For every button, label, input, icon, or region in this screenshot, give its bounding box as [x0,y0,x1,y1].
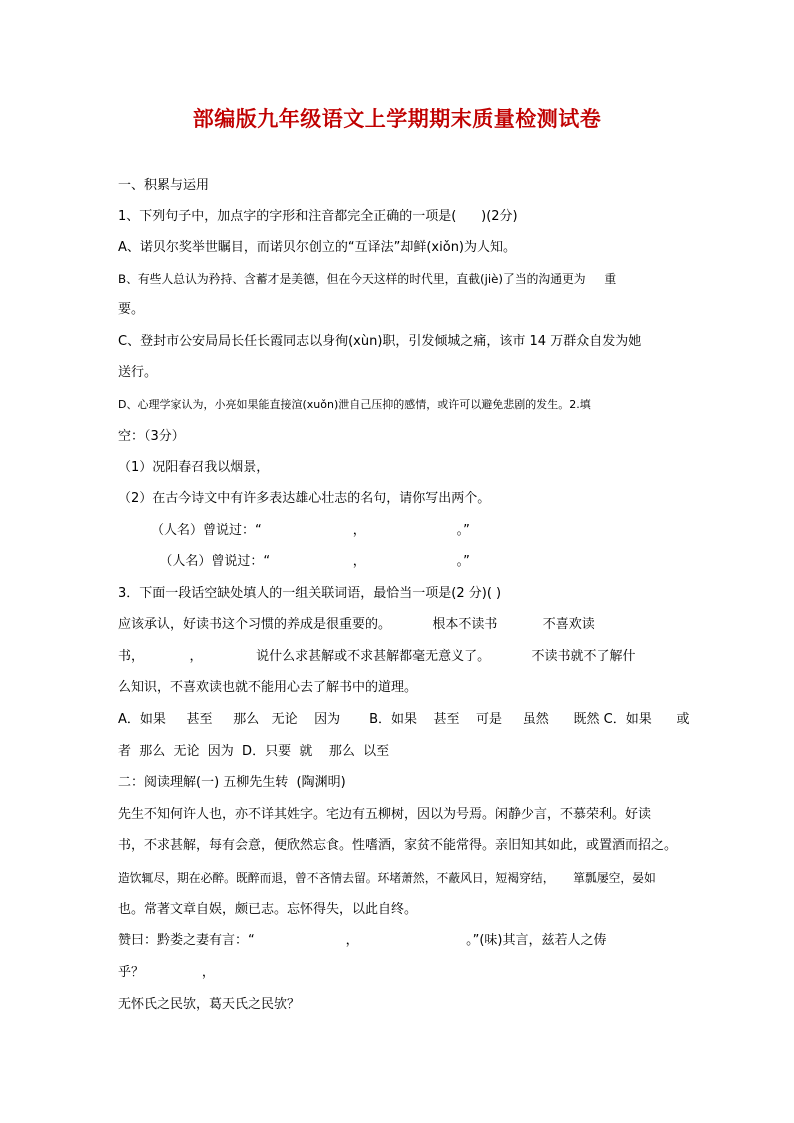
page-title: 部编版九年级语文上学期期末质量检测试卷 [192,106,602,131]
question-3-passage-1: 应该承认，好读书这个习惯的养成是很重要的。 根本不读书 不喜欢读 [118,617,595,632]
section-heading-2: 二：阅读理解(一) 五柳先生转 (陶渊明) [118,775,346,790]
reading-line-3: 造饮辄尽，期在必醉。既醉而退，曾不吝情去留。环堵萧然，不蔽风日，短褐穿结， 箪瓢屡空，晏如 [118,871,656,885]
reading-line-2: 书，不求甚解，每有会意，便欣然忘食。性嗜酒，家贫不能常得。亲旧知其如此，或置酒而招之。 [118,838,678,853]
option-d-line-1: D、心理学家认为，小亮如果能直接渲(xuǒn)泄自己压抑的感情，或许可以避免悲剧的发生。2.填 [118,398,591,411]
question-3-passage-2: 书， ， 说什么求甚解或不求甚解都毫无意义了。 不读书就不了解什 [118,649,636,664]
reading-line-5: 赞曰：黔娄之妻有言：“ ， 。”(味)其言，兹若人之俦 [118,933,607,948]
option-d-line-2: 空：（3分） [118,429,185,444]
question-3-passage-3: 么知识，不喜欢读也就不能用心去了解书中的道理。 [118,680,418,695]
option-b-line-2: 要。 [118,302,145,317]
option-a: A、诺贝尔奖举世瞩目，而诺贝尔创立的“互译法”却鲜(xiǒn)为人知。 [118,240,517,255]
quote-blank-1: （人名）曾说过：“ ， 。” [118,523,470,538]
option-c-line-2: 送行。 [118,365,158,380]
reading-line-4: 也。常著文章自娱，颇已志。忘怀得失，以此自终。 [118,902,418,917]
option-b-line-1: B、有些人总认为矜持、含蓄才是美德，但在今天这样的时代里，直截(jiè)了当的沟通更为 重 [118,272,617,286]
question-3-options-1: A．如果 甚至 那么 无论 因为 B．如果 甚至 可是 虽然 既然 C．如果 或 [118,712,690,727]
question-1: 1、下列句子中，加点字的字形和注音都完全正确的一项是( )(2分) [118,209,518,224]
question-3: 3．下面一段话空缺处填人的一组关联词语，最恰当一项是(2 分)( ) [118,586,502,601]
reading-line-6: 乎？ ， [118,965,215,980]
option-c-line-1: C、登封市公安局局长任长霞同志以身徇(xùn)职，引发倾城之痛，该市 14 万群众自发为她 [118,334,642,349]
question-2-item-1: （1）况阳春召我以烟景， [118,460,270,475]
question-3-options-2: 者 那么 无论 因为 D．只要 就 那么 以至 [118,744,390,759]
section-heading-1: 一、积累与运用 [118,178,210,193]
quote-blank-2: （人名）曾说过：“ ， 。” [118,554,470,569]
reading-line-7: 无怀氏之民欤，葛天氏之民欤？ [118,997,301,1012]
question-2-item-2: （2）在古今诗文中有许多表达雄心壮志的名句，请你写出两个。 [118,491,491,506]
reading-line-1: 先生不知何许人也，亦不详其姓字。宅边有五柳树，因以为号焉。闲静少言，不慕荣利。好读 [118,807,652,822]
